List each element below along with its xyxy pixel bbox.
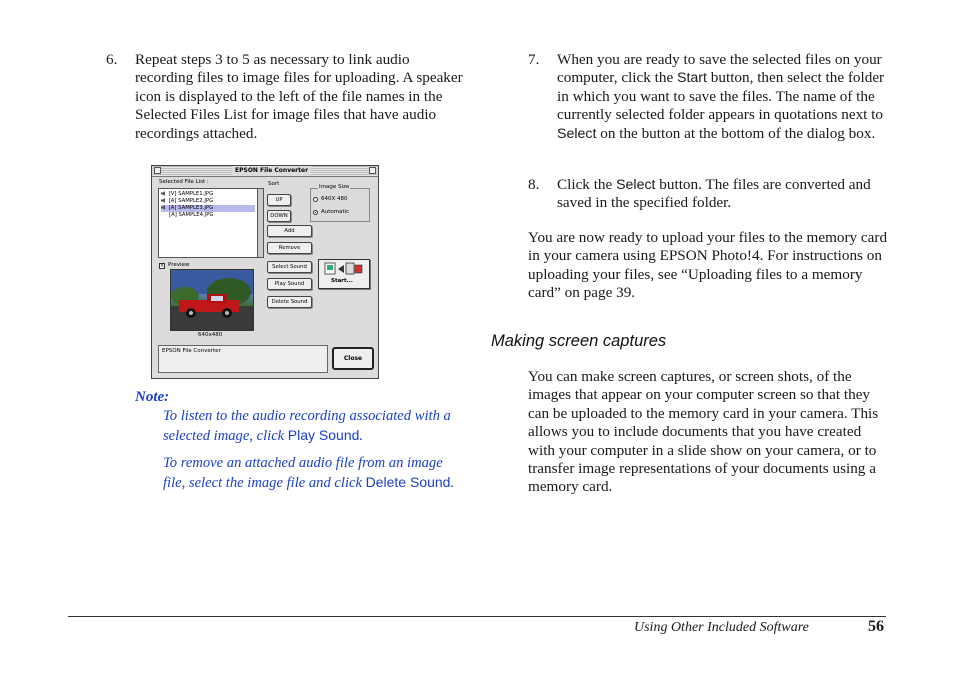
step-text: When you are ready to save the selected files on your computer, click the Start button, then select the folder in which you want to save the files. The name of the currently selected folder appears in quotations next to Select on the button at the bottom of the dialog box. xyxy=(557,51,885,142)
list-item: [A] SAMPLE4.JPG xyxy=(169,212,214,218)
start-button xyxy=(318,259,370,289)
ui-term-play-sound: Play Sound xyxy=(287,426,360,443)
down-button: DOWN xyxy=(267,210,291,222)
size-automatic-label: Automatic xyxy=(321,209,350,215)
select-sound-button: Select Sound xyxy=(267,261,312,273)
file-converter-dialog-screenshot xyxy=(151,165,379,379)
status-text: EPSON File Converter xyxy=(162,348,221,354)
play-sound-button: Play Sound xyxy=(267,278,312,290)
section-heading: Making screen captures xyxy=(491,332,667,350)
speaker-icon xyxy=(161,205,167,210)
footer-rule xyxy=(68,616,886,617)
screen-captures-paragraph: You can make screen captures, or screen shots, of the images that appear on your computer screen so that they can be uploaded to the memory card in your camera. This allows you to include documents that you have created with your computer in a slide show on your camera, or to transfer image representations of your documents using a memory card. xyxy=(528,368,879,496)
image-size-group xyxy=(310,188,370,222)
step-number: 8. xyxy=(528,176,540,193)
note-block xyxy=(135,389,465,491)
image-size-label: Image Size xyxy=(319,184,350,190)
size-automatic-radio xyxy=(313,210,318,215)
up-button: UP xyxy=(267,194,291,206)
ui-term-start: Start xyxy=(677,70,707,87)
ui-term-select: Select xyxy=(557,125,597,142)
close-box-icon xyxy=(154,167,161,174)
preview-size-label: 640x480 xyxy=(198,332,223,338)
page-number: 56 xyxy=(868,618,884,635)
upload-paragraph: You are now ready to upload your files to the memory card in your camera using EPSON Photo!4. For instructions on uploading your files, see “Uploading files to a memory card” on page 39. xyxy=(528,229,888,302)
list-item: [A] SAMPLE2.JPG xyxy=(161,198,255,205)
status-area xyxy=(158,345,328,373)
list-item-selected: [A] SAMPLE3.JPG xyxy=(161,205,255,212)
preview-checkbox: × xyxy=(160,263,165,269)
step-number: 6. xyxy=(106,51,118,68)
selected-file-list xyxy=(158,188,258,258)
zoom-box-icon xyxy=(369,167,376,174)
add-button: Add xyxy=(267,225,312,237)
preview-image xyxy=(170,269,254,331)
dialog-title-bar xyxy=(152,166,378,177)
size-640-radio xyxy=(313,197,318,202)
step-text: Click the Select button. The files are converted and saved in the specified folder. xyxy=(557,176,871,212)
close-button: Close xyxy=(332,347,374,370)
red-truck-photo xyxy=(171,270,253,330)
speaker-icon xyxy=(161,191,167,196)
sort-label: Sort xyxy=(268,181,280,187)
step-text: Repeat steps 3 to 5 as necessary to link audio recording files to image files for uploading. A speaker icon is displayed to the left of the file names in the Selected Files List for image files that have audio recordings attached. xyxy=(135,51,463,142)
selected-file-list-label: Selected File List : xyxy=(159,179,209,185)
start-button-label: Start... xyxy=(331,278,353,284)
file-list-scrollbar xyxy=(257,188,264,258)
dialog-title: EPSON File Converter xyxy=(232,166,311,176)
note-paragraph-1: To listen to the audio recording associated with a selected image, click Play Sound. xyxy=(163,408,451,444)
ui-term-delete-sound: Delete Sound xyxy=(365,473,451,490)
ui-term-select: Select xyxy=(616,177,656,193)
remove-button: Remove xyxy=(267,242,312,254)
note-paragraph-2: To remove an attached audio file from an image file, select the image file and click Delete Sound. xyxy=(163,455,455,491)
speaker-icon xyxy=(161,198,167,203)
preview-label: Preview xyxy=(168,262,190,268)
size-640-label: 640X 480 xyxy=(321,196,348,202)
list-item: [V] SAMPLE1.JPG xyxy=(161,191,255,198)
step-number: 7. xyxy=(528,51,540,68)
note-label: Note: xyxy=(135,389,170,405)
delete-sound-button: Delete Sound xyxy=(267,296,312,308)
footer-section-title: Using Other Included Software xyxy=(634,620,809,635)
convert-icon xyxy=(324,262,364,276)
